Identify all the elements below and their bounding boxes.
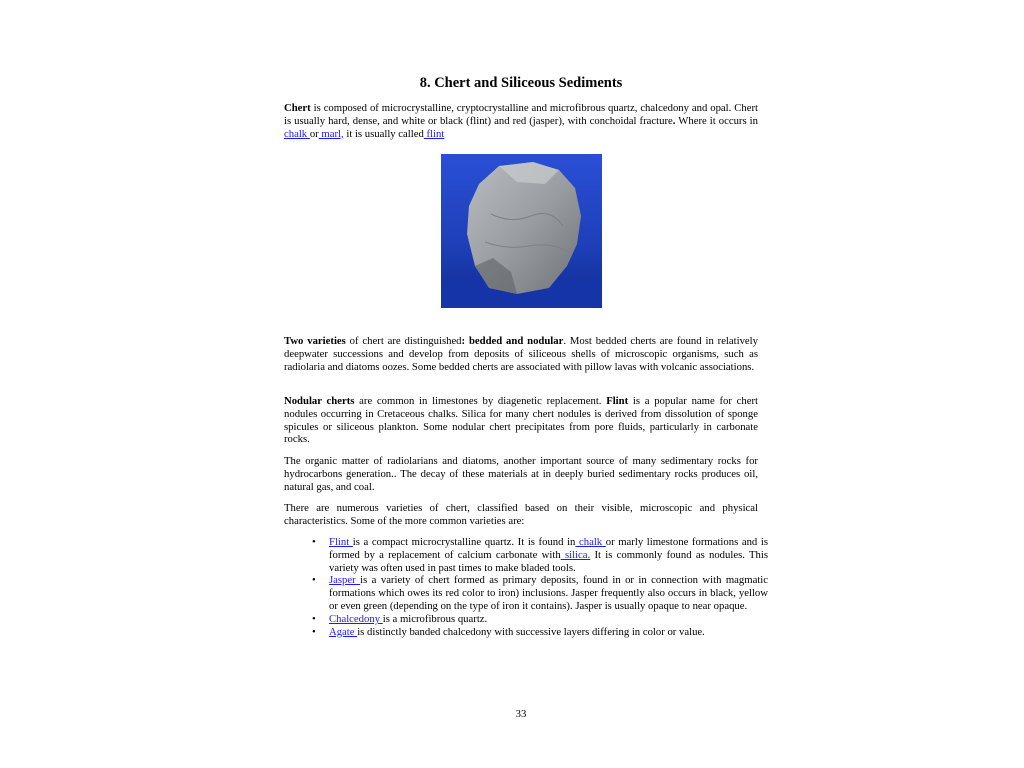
chalcedony-link[interactable]: Chalcedony [329,612,383,625]
list-item-flint: • Flint is a compact microcrystalline quartz. It is found in chalk or marly limestone formations and is formed by a replacement of calcium carbonate with silica. It is commonly found as nodules. This variety was often used in past times to make bladed tools. [312,536,768,574]
marl-link[interactable]: marl, [318,127,344,140]
jasper-link[interactable]: Jasper [329,574,361,587]
list-item-agate: • Agate is distinctly banded chalcedony with successive layers differing in color or value. [312,625,705,638]
flint-link[interactable]: flint [423,127,445,140]
list-item-jasper: • Jasper is a variety of chert formed as primary deposits, found in or in connection with magmatic formations which owes its red color to iron) inclusions. Jasper frequently also occurs in black, yellow or even green (depending on the type of iron it contains). Jasper is usually opaque to near opaque. [312,574,768,612]
chert-rock-photo [441,154,602,308]
bullet-icon: • [312,574,316,587]
page-number: 33 [515,708,527,720]
agate-link[interactable]: Agate [329,625,358,638]
silica-link[interactable]: silica. [560,548,591,561]
page-title: 8. Chert and Siliceous Sediments [419,75,623,91]
varieties-intro-paragraph: There are numerous varieties of chert, classified based on their visible, microscopic and physical characteristics. Some of the more common varieties are: [284,502,758,527]
organic-paragraph: The organic matter of radiolarians and diatoms, another important source of many sedimentary rocks for hydrocarbons generation.. The decay of these materials at in deeply buried sedimentary rocks produces oil, natural gas, and coal. [284,455,758,493]
chert-term: Chert [284,102,311,114]
bullet-icon: • [312,536,316,548]
bullet-icon: • [312,625,316,638]
varieties-paragraph: Two varieties of chert are distinguished: bedded and nodular. Most bedded cherts are found in relatively deepwater successions and develop from deposits of siliceous shells of microscopic organisms, such as radiolaria and diatoms oozes. Some bedded cherts are associated with pillow lavas with volcanic associations. [284,335,758,373]
intro-paragraph: Chert is composed of microcrystalline, cryptocrystalline and microfibrous quartz, chalcedony and opal. Chert is usually hard, dense, and white or black (flint) and red (jasper), with conchoidal fracture. Where it occurs in chalk or marl, it is usually called flint [284,102,758,140]
flint-list-link[interactable]: Flint [329,536,353,548]
nodular-paragraph: Nodular cherts are common in limestones by diagenetic replacement. Flint is a popular name for chert nodules occurring in Cretaceous chalks. Silica for many chert nodules is derived from dissolution of sponge spicules or siliceous plankton. Some nodular chert precipitates from pore fluids, particularly in carbonate rocks. [284,395,758,446]
bullet-icon: • [312,612,316,625]
chalk-list-link[interactable]: chalk [575,536,606,548]
chalk-link[interactable]: chalk [284,127,310,140]
list-item-chalcedony: • Chalcedony is a microfibrous quartz. [312,612,488,625]
chert-varieties-list [312,536,768,638]
